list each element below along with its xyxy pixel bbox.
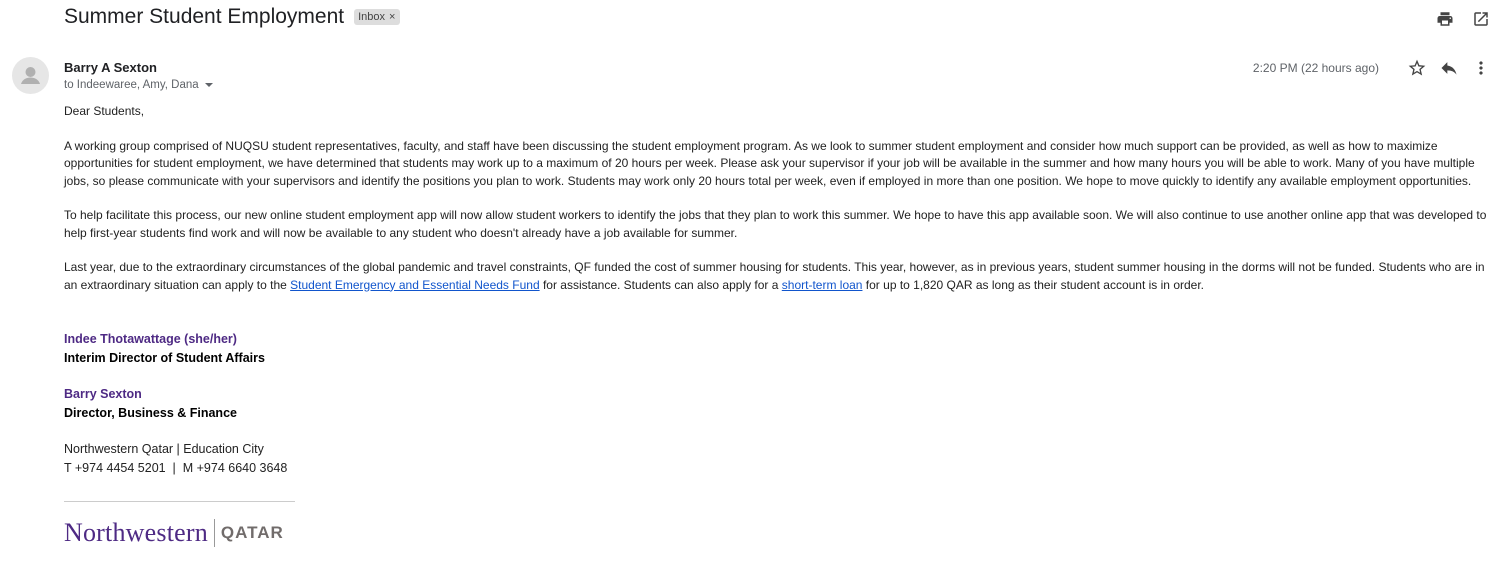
signature-title-1: Interim Director of Student Affairs	[64, 351, 265, 365]
paragraph-1: A working group comprised of NUQSU student representatives, faculty, and staff have been discussing the student employment program. As we look to summer student employment and consider how much support can be provided, as well as how to maximize opportunities for student employment, we have determined that students may work up to a maximum of 20 hours per week. Please ask your supervisor if your job will be available in the summer and how many hours you will be able to work. Many of you have multiple jobs, so please communicate with your supervisors and identify the positions you plan to work. Students may work only 20 hours total per week, even if employed in more than one position. We hope to move quickly to identify any available employment opportunities.	[64, 138, 1475, 188]
logo-main-text: Northwestern	[64, 518, 208, 548]
printer-icon[interactable]	[1435, 9, 1455, 29]
chevron-down-icon[interactable]	[205, 83, 213, 87]
short-term-loan-link[interactable]: short-term loan	[781, 277, 863, 292]
reply-icon[interactable]	[1439, 58, 1459, 78]
northwestern-qatar-logo	[64, 519, 1494, 547]
signature-name-1: Indee Thotawattage (she/her)	[64, 332, 237, 346]
signature-title-2: Director, Business & Finance	[64, 406, 237, 420]
message-meta	[1253, 58, 1491, 78]
label-text: Inbox	[358, 11, 386, 23]
logo-separator	[214, 519, 215, 547]
star-icon[interactable]	[1407, 58, 1427, 78]
paragraph-3-text-a: Last year, due to the extraordinary circumstances of the global pandemic and travel constraints, QF funded the cost of summer housing for students. This year, however, as in previous years, student summer housing in the dorms will not be funded. Students who are in an extraordinary situation can apply to the	[64, 260, 1485, 292]
more-vertical-icon[interactable]	[1471, 58, 1491, 78]
recipients-text: to Indeewaree, Amy, Dana	[64, 79, 199, 91]
signature-block-1	[64, 330, 1494, 368]
default-avatar-icon[interactable]	[12, 57, 49, 94]
organization-line: Northwestern Qatar | Education City	[64, 442, 264, 456]
open-in-new-window-icon[interactable]	[1471, 9, 1491, 29]
recipients-line[interactable]	[64, 79, 213, 91]
email-subject: Summer Student Employment	[64, 5, 345, 28]
message-body	[64, 103, 1494, 547]
remove-label-icon[interactable]: ×	[389, 11, 396, 23]
paragraph-2: To help facilitate this process, our new online student employment app will now allow student workers to identify the jobs that they plan to work this summer. We hope to have this app available soon. We will also continue to use another online app that was developed to help first-year students find work and will now be available to any student who doesn't already have a job available for summer.	[64, 208, 1487, 240]
signature-block-2	[64, 385, 1494, 423]
signature-name-2: Barry Sexton	[64, 387, 142, 401]
greeting: Dear Students,	[64, 104, 145, 118]
emergency-fund-link[interactable]: Student Emergency and Essential Needs Fund	[290, 277, 540, 292]
email-header	[64, 5, 400, 29]
thread-toolbar	[1435, 9, 1491, 29]
logo-sub-text: QATAR	[220, 523, 284, 543]
paragraph-3-text-c: for up to 1,820 QAR as long as their student account is in order.	[862, 277, 1204, 292]
message-timestamp: 2:20 PM (22 hours ago)	[1252, 61, 1379, 75]
signature-divider	[64, 501, 295, 502]
contact-info	[64, 440, 1494, 477]
paragraph-3	[64, 259, 1494, 294]
phone-line: T +974 4454 5201 | M +974 6640 3648	[64, 460, 288, 475]
inbox-label-chip[interactable]	[354, 9, 400, 25]
paragraph-3-text-b: for assistance. Students can also apply for a	[539, 277, 782, 292]
sender-name[interactable]: Barry A Sexton	[64, 60, 157, 75]
